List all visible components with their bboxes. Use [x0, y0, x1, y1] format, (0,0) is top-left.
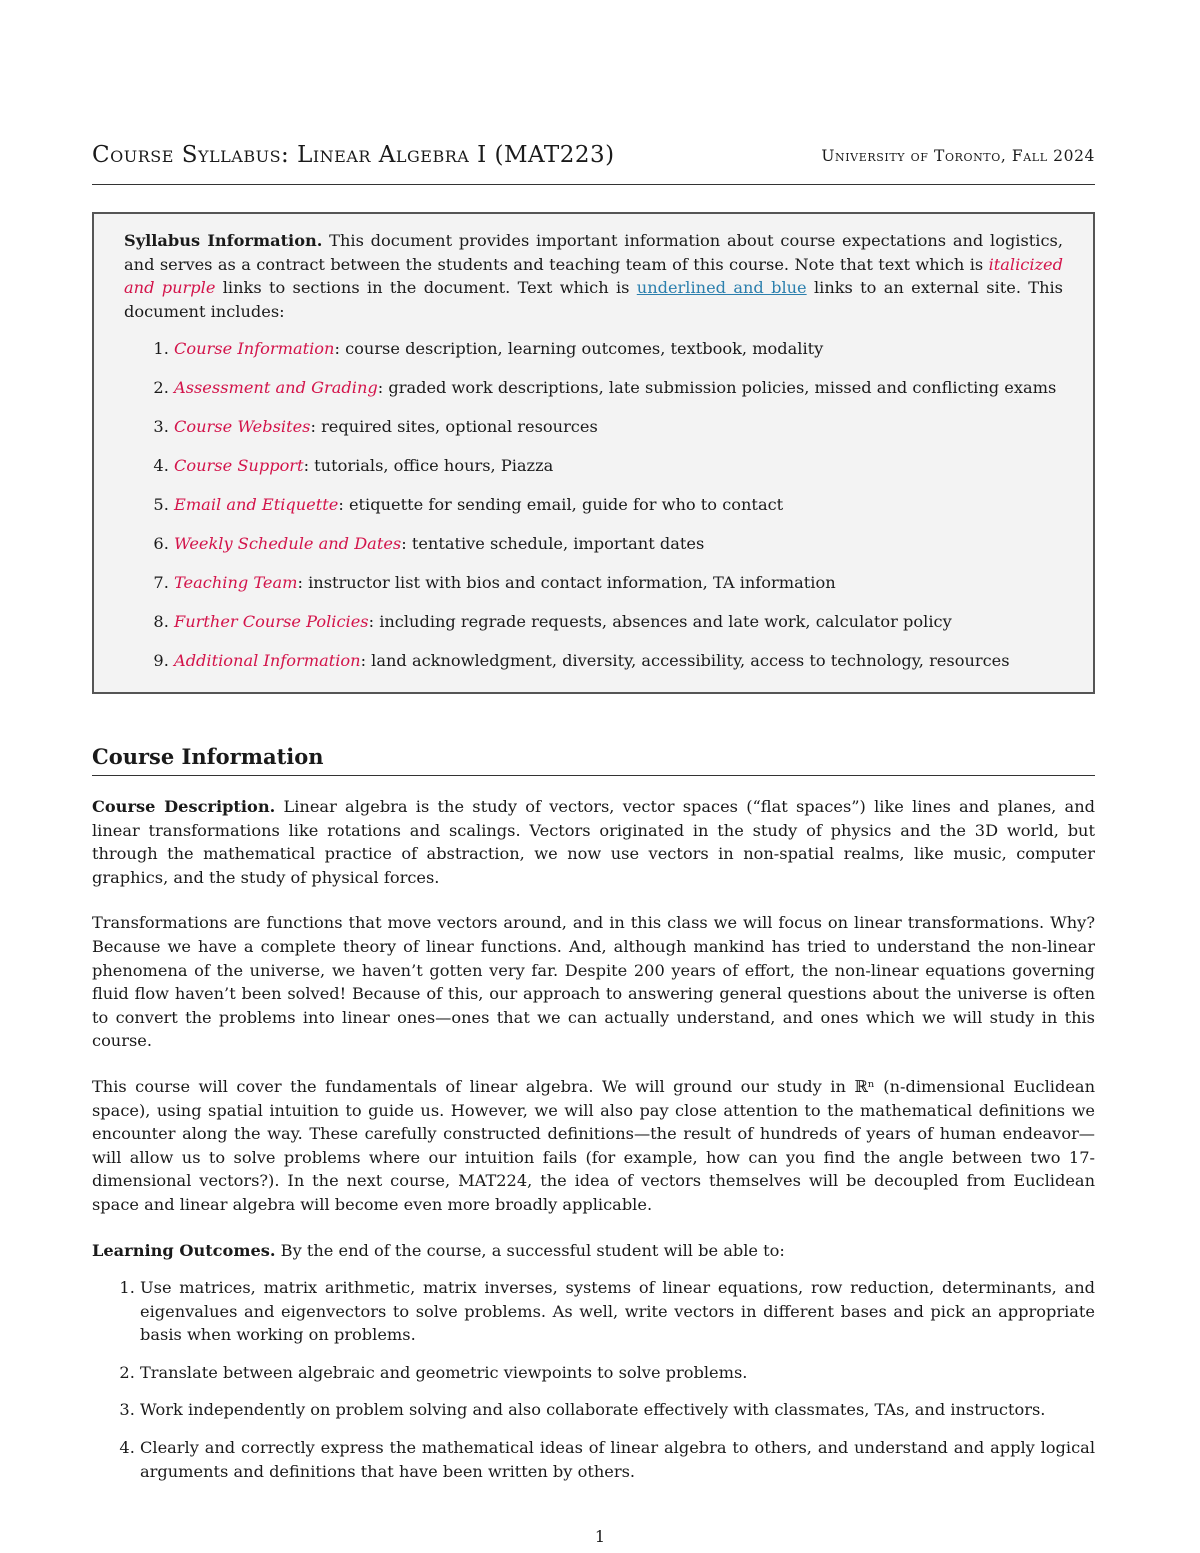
- learning-outcome-item: 1. Use matrices, matrix arithmetic, matrix inverses, systems of linear equations, row reduction, determinants, and eigenvalues and eigenvectors to solve problems. As well, write vectors in different bases and pick an appropriate basis when working on problems.: [140, 1276, 1095, 1347]
- toc-description: : required sites, optional resources: [310, 417, 598, 436]
- toc-item: [174, 532, 1063, 556]
- page-header: [92, 140, 1095, 185]
- toc-link[interactable]: Further Course Policies: [174, 612, 369, 631]
- intro-text: links to sections in the document. Text which is: [215, 278, 637, 297]
- learning-outcomes-lead: Learning Outcomes.: [92, 1240, 276, 1260]
- toc-item: [174, 337, 1063, 361]
- course-description-p3: This course will cover the fundamentals of linear algebra. We will ground our study in ℝⁿ (n-dimensional Euclidean space), using spatial intuition to guide us. However, we will also pay close attention to the mathematical definitions we encounter along the way. These carefully constructed definitions—the result of hundreds of years of human endeavor—will allow us to solve problems where our intuition fails (for example, how can you find the angle between two 17-dimensional vectors?). In the next course, MAT224, the idea of vectors themselves will be decoupled from Euclidean space and linear algebra will become even more broadly applicable.: [92, 1076, 1095, 1214]
- intro-text: links to an external site. This document includes:: [124, 278, 1063, 321]
- table-of-contents: [124, 337, 1063, 673]
- external-link-example[interactable]: underlined and blue: [636, 278, 807, 297]
- toc-item: [174, 493, 1063, 517]
- learning-outcome-item: 2. Translate between algebraic and geometric viewpoints to solve problems.: [140, 1361, 1095, 1385]
- learning-outcomes-intro: [92, 1239, 1095, 1263]
- toc-link[interactable]: Course Support: [174, 456, 304, 475]
- toc-description: : tutorials, office hours, Piazza: [303, 456, 554, 475]
- toc-description: : including regrade requests, absences and late work, calculator policy: [368, 612, 952, 631]
- paragraph-text: By the end of the course, a successful student will be able to:: [275, 1240, 785, 1260]
- course-information-body: [92, 795, 1095, 1497]
- toc-description: : graded work descriptions, late submission policies, missed and conflicting exams: [377, 378, 1057, 397]
- toc-description: : instructor list with bios and contact information, TA information: [297, 573, 836, 592]
- institution-term: University of Toronto, Fall 2024: [821, 147, 1095, 165]
- page-number: 1: [594, 1527, 606, 1546]
- learning-outcome-item: 4. Clearly and correctly express the mathematical ideas of linear algebra to others, and understand and apply logical arguments and definitions that have been written by others.: [140, 1436, 1095, 1483]
- toc-description: : etiquette for sending email, guide for who to contact: [338, 495, 784, 514]
- course-description-lead: Course Description.: [92, 797, 276, 816]
- toc-item: [174, 376, 1063, 400]
- toc-link[interactable]: Course Websites: [174, 417, 311, 436]
- internal-link-example[interactable]: italicized and purple: [124, 254, 1063, 297]
- learning-outcome-item: 3. Work independently on problem solving and also collaborate effectively with classmates, TAs, and instructors.: [140, 1398, 1095, 1422]
- course-description-p1: [92, 795, 1095, 889]
- intro-text: This document provides important information about course expectations and logistics, and serves as a contract between the students and teaching team of this course. Note that text which is: [124, 231, 1063, 274]
- toc-link[interactable]: Assessment and Grading: [174, 378, 378, 397]
- course-description-p2: Transformations are functions that move vectors around, and in this class we will focus on linear transformations. Why? Because we have a complete theory of linear functions. And, although mankind has tried to understand the non-linear phenomena of the universe, we haven’t gotten very far. Despite 200 years of effort, the non-linear equations governing fluid flow haven’t been solved! Because of this, our approach to answering general questions about the universe is often to convert the problems into linear ones—ones that we can actually understand, and ones which we will study in this course.: [92, 913, 1095, 1051]
- toc-item: [174, 610, 1063, 634]
- intro-lead: Syllabus Information.: [124, 231, 323, 250]
- toc-description: : tentative schedule, important dates: [401, 534, 705, 553]
- toc-item: [174, 571, 1063, 595]
- learning-outcomes-list: [92, 1276, 1095, 1483]
- paragraph-text: Linear algebra is the study of vectors, vector spaces (“flat spaces”) like lines and planes, and linear transformations like rotations and scalings. Vectors originated in the study of physics and the 3D world, but through the mathematical practice of abstraction, we now use vectors in non-spatial realms, like music, computer graphics, and the study of physical forces.: [92, 797, 1095, 887]
- toc-link[interactable]: Weekly Schedule and Dates: [174, 534, 402, 553]
- syllabus-intro: [124, 229, 1063, 323]
- toc-item: [174, 649, 1063, 673]
- toc-link[interactable]: Email and Etiquette: [174, 495, 339, 514]
- toc-link[interactable]: Additional Information: [174, 651, 361, 670]
- toc-link[interactable]: Teaching Team: [174, 573, 298, 592]
- syllabus-information-box: [92, 212, 1095, 694]
- toc-description: : course description, learning outcomes, textbook, modality: [334, 339, 824, 358]
- toc-item: [174, 454, 1063, 478]
- toc-description: : land acknowledgment, diversity, accessibility, access to technology, resources: [360, 651, 1010, 670]
- document-title: Course Syllabus: Linear Algebra I (MAT223): [92, 142, 615, 168]
- toc-link[interactable]: Course Information: [174, 339, 335, 358]
- toc-item: [174, 415, 1063, 439]
- section-heading-course-information: Course Information: [92, 744, 1095, 776]
